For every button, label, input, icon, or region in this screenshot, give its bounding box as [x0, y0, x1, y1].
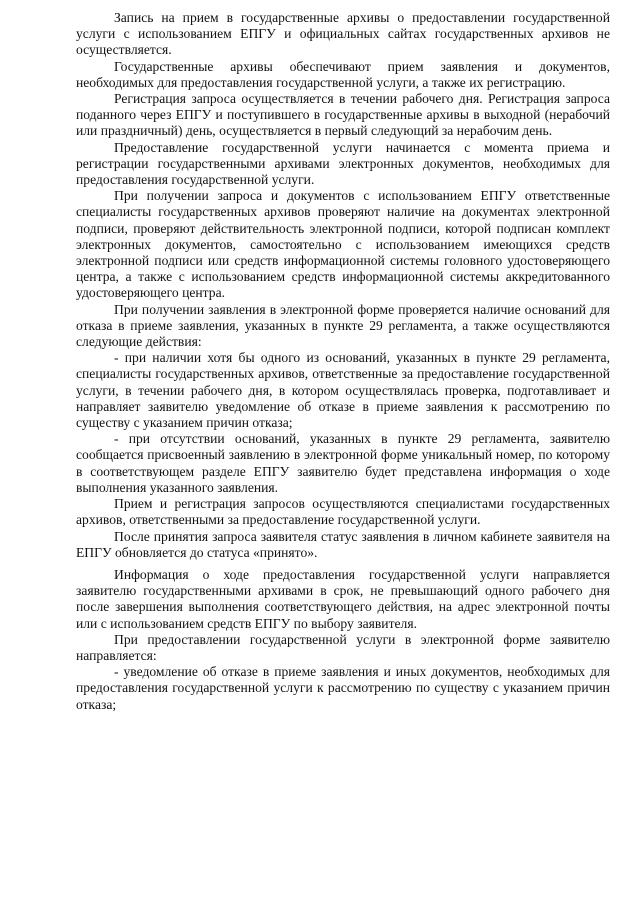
paragraph-grounds-check: При получении заявления в электронной форме проверяется наличие оснований для отказа в приеме заявления, указанных в пункте 29 регламента, а также осуществляются следующие действия: — [76, 301, 610, 350]
list-item-refusal: - при наличии хотя бы одного из оснований, указанных в пункте 29 регламента, специалисты государственных архивов, ответственные за предоставление государственной услуги, в течении рабочего дня, в котором осуществлялась проверка, подготавливает и направляет заявителю уведомление об отказе в приеме заявления к рассмотрению по существу с указанием причин отказа; — [76, 350, 610, 431]
list-item-refusal-notice: - уведомление об отказе в приеме заявления и иных документов, необходимых для предоставления государственной услуги к рассмотрению по существу с указанием причин отказа; — [76, 664, 610, 712]
paragraph-service-start: Предоставление государственной услуги начинается с момента приема и регистрации государственными архивами электронных документов, необходимых для предоставления государственной услуги. — [76, 139, 610, 188]
paragraph-specialists: Прием и регистрация запросов осуществляются специалистами государственных архивов, ответственными за предоставление государственной услуги. — [76, 496, 610, 528]
paragraph-appointment: Запись на прием в государственные архивы о предоставлении государственной услуги с использованием ЕПГУ и официальных сайтах государственных архивов не осуществляется. — [76, 10, 610, 58]
paragraph-status-accepted: После принятия запроса заявителя статус заявления в личном кабинете заявителя на ЕПГУ обновляется до статуса «принято». — [76, 528, 610, 560]
paragraph-progress-info: Информация о ходе предоставления государственной услуги направляется заявителю государственными архивами в срок, не превышающий одного рабочего дня после завершения выполнения соответствующего действия, на адрес электронной почты или с использованием средств ЕПГУ по выбору заявителя. — [76, 566, 610, 631]
paragraph-reception: Государственные архивы обеспечивают прием заявления и документов, необходимых для предоставления государственной услуги, а также их регистрацию. — [76, 58, 610, 90]
paragraph-signature-check: При получении запроса и документов с использованием ЕПГУ ответственные специалисты государственных архивов проверяют наличие на документах электронной подписи, проверяют действительность электронной подписи, которой подписан комплект электронных документов, самостоятельно с использованием имеющихся средств электронной подписи или средств информационной системы головного удостоверяющего центра, а также с использованием средств информационной системы аккредитованного удостоверяющего центра. — [76, 188, 610, 301]
list-item-unique-number: - при отсутствии оснований, указанных в пункте 29 регламента, заявителю сообщается присвоенный заявлению в электронной форме уникальный номер, по которому в соответствующем разделе ЕПГУ заявителю будет представлена информация о ходе выполнения указанного заявления. — [76, 431, 610, 495]
document-page — [76, 10, 610, 713]
paragraph-registration: Регистрация запроса осуществляется в течении рабочего дня. Регистрация запроса поданного через ЕПГУ и поступившего в государственные архивы в выходной (нерабочий или праздничный) день, осуществляется в первый следующий за нерабочим день. — [76, 91, 610, 139]
paragraph-sent-to-applicant: При предоставлении государственной услуги в электронной форме заявителю направляется: — [76, 631, 610, 663]
